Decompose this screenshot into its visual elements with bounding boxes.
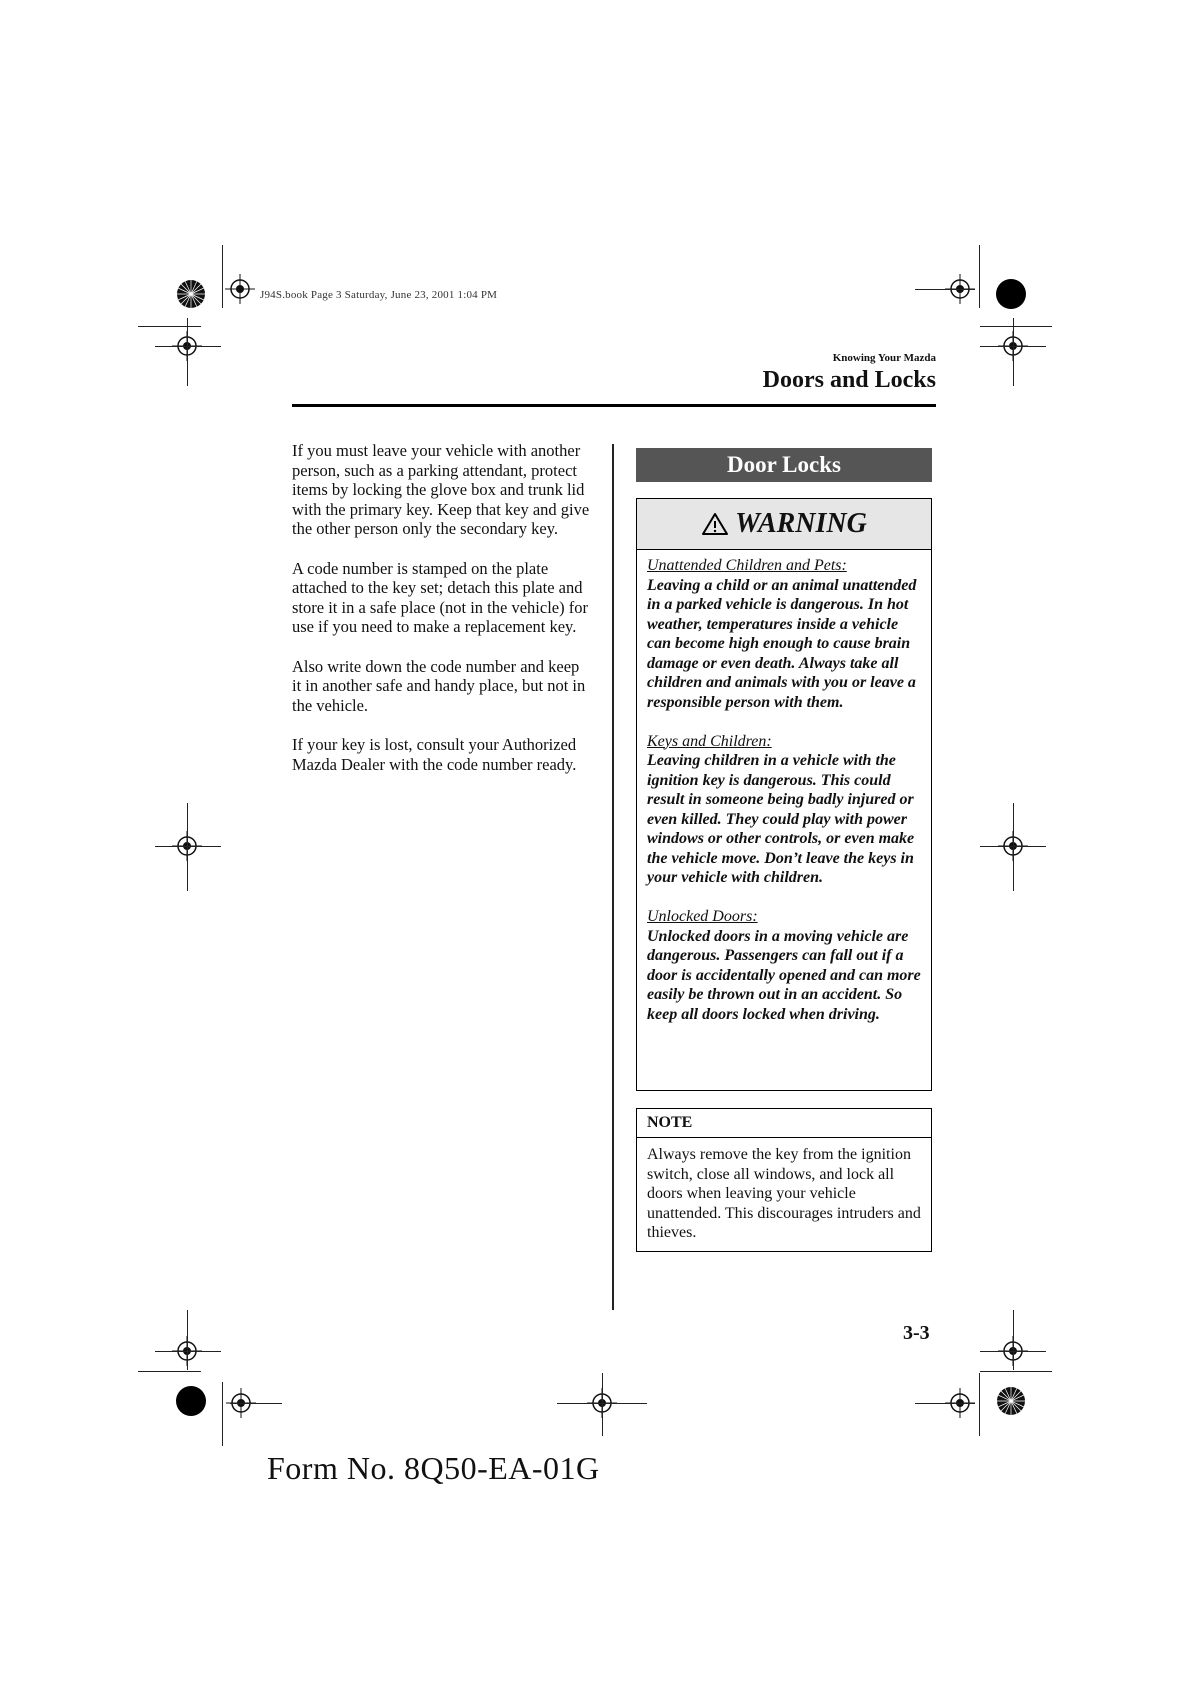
registration-dot-icon (176, 1386, 206, 1416)
note-heading: NOTE (637, 1109, 931, 1138)
warning-header (637, 499, 931, 550)
warning-box (636, 498, 932, 1091)
page-number: 3-3 (903, 1322, 930, 1344)
warning-text: Leaving a child or an animal unattended in a parked vehicle is dangerous. In hot weather, temperatures inside a vehicle can become high enough to cause brain damage or even death. Always take all children and animals with you or leave a responsible person with them. (647, 576, 917, 711)
warning-subheading: Keys and Children: (647, 732, 772, 750)
registration-dot-icon (996, 279, 1026, 309)
warning-text: Leaving children in a vehicle with the ignition key is dangerous. This could result in someone being badly injured or even killed. They could play with power windows or other controls, or even make the vehicle move. Don’t leave the keys in your vehicle with children. (647, 752, 915, 886)
section-banner: Door Locks (636, 448, 932, 482)
warning-body (637, 550, 931, 1032)
color-calibration-mark (176, 279, 206, 309)
warning-subheading: Unattended Children and Pets: (647, 557, 847, 574)
file-info: J94S.book Page 3 Saturday, June 23, 2001 1:04 PM (260, 289, 498, 301)
section-label: Knowing Your Mazda (832, 352, 936, 364)
body-paragraph: If your key is lost, consult your Authorized Mazda Dealer with the code number ready. (292, 734, 577, 774)
body-paragraph: If you must leave your vehicle with another person, such as a parking attendant, protect items by locking the glove box and trunk lid with the primary key. Keep that key and give the other person only the secondary key. (292, 441, 590, 539)
warning-triangle-icon (701, 512, 729, 536)
body-paragraph: A code number is stamped on the plate attached to the key set; detach this plate and store it in a safe place (not in the vehicle) for use if you need to make a replacement key. (292, 558, 588, 637)
registration-crosshair-icon (225, 274, 255, 304)
left-column (292, 441, 590, 794)
note-text: Always remove the key from the ignition switch, close all windows, and lock all doors when leaving your vehicle unattended. This discourages intruders and thieves. (647, 1146, 921, 1241)
warning-heading: WARNING (735, 508, 867, 539)
column-divider (612, 444, 614, 1310)
page-title: Doors and Locks (762, 367, 936, 393)
title-rule (292, 404, 936, 407)
warning-text: Unlocked doors in a moving vehicle are dangerous. Passengers can fall out if a door is accidentally opened and can more easily be thrown out in an accident. So keep all doors locked when driving. (647, 927, 921, 1023)
warning-subheading: Unlocked Doors: (647, 908, 758, 925)
color-calibration-mark (996, 1386, 1026, 1416)
body-paragraph: Also write down the code number and keep it in another safe and handy place, but not in the vehicle. (292, 656, 586, 715)
note-box (636, 1108, 932, 1252)
form-number: Form No. 8Q50-EA-01G (267, 1450, 600, 1486)
